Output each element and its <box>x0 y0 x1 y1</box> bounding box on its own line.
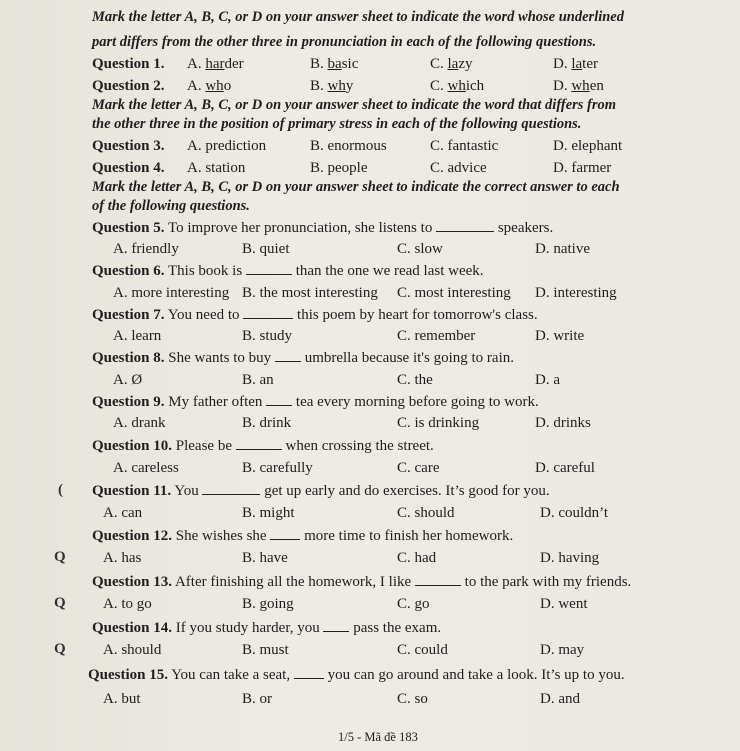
margin-mark: Q <box>54 549 66 565</box>
option-d: D. farmer <box>553 160 612 176</box>
question-label: Question 1. <box>92 56 165 72</box>
option-c: C. is drinking <box>397 415 480 431</box>
option-d: D. may <box>540 642 585 658</box>
option-d: D. drinks <box>535 415 591 431</box>
option-b: B. study <box>242 328 293 344</box>
margin-mark: ( <box>58 482 63 498</box>
option-a: A. can <box>103 505 143 521</box>
option-d: D. and <box>540 691 580 707</box>
option-d: D. later <box>553 56 598 72</box>
margin-mark: Q <box>54 641 66 657</box>
option-a: A. friendly <box>113 241 179 257</box>
option-b: B. drink <box>242 415 292 431</box>
option-c: C. fantastic <box>430 138 499 154</box>
option-b: B. why <box>310 78 354 94</box>
option-c: C. remember <box>397 328 476 344</box>
option-b: B. basic <box>310 56 359 72</box>
margin-mark: Q <box>54 595 66 611</box>
option-a: A. careless <box>113 460 179 476</box>
question-stem: Question 14. If you study harder, you pass the exam. <box>92 620 442 636</box>
question-stem: Question 12. She wishes she more time to finish her homework. <box>92 528 514 544</box>
option-c: C. the <box>397 372 433 388</box>
option-b: B. enormous <box>310 138 387 154</box>
question-stem: Question 15. You can take a seat, you can go around and take a look. It’s up to you. <box>88 667 625 683</box>
option-d: D. careful <box>535 460 595 476</box>
question-stem: Question 5. To improve her pronunciation, she listens to speakers. <box>92 220 554 236</box>
question-stem: Question 10. Please be when crossing the street. <box>92 438 434 454</box>
option-c: C. advice <box>430 160 487 176</box>
option-a: A. but <box>103 691 141 707</box>
instruction-line: the other three in the position of primary stress in each of the following questions. <box>92 116 582 132</box>
option-b: B. might <box>242 505 295 521</box>
question-stem: Question 8. She wants to buy umbrella because it's going to rain. <box>92 350 514 366</box>
instruction-line: Mark the letter A, B, C, or D on your answer sheet to indicate the word whose underlined <box>92 9 624 25</box>
option-c: C. most interesting <box>397 285 511 301</box>
option-a: A. more interesting <box>113 285 230 301</box>
option-d: D. interesting <box>535 285 617 301</box>
page-footer: 1/5 - Mã đề 183 <box>338 730 418 744</box>
option-d: D. having <box>540 550 600 566</box>
option-a: A. has <box>103 550 142 566</box>
option-d: D. couldn’t <box>540 505 609 521</box>
option-d: D. went <box>540 596 588 612</box>
question-stem: Question 13. After finishing all the homework, I like to the park with my friends. <box>92 574 632 590</box>
option-d: D. a <box>535 372 560 388</box>
option-b: B. going <box>242 596 294 612</box>
instruction-line: Mark the letter A, B, C, or D on your answer sheet to indicate the correct answer to each <box>92 179 620 195</box>
option-c: C. could <box>397 642 448 658</box>
option-c: C. slow <box>397 241 443 257</box>
option-a: A. prediction <box>187 138 267 154</box>
option-d: D. native <box>535 241 590 257</box>
option-d: D. elephant <box>553 138 623 154</box>
question-label: Question 2. <box>92 78 165 94</box>
question-stem: Question 11. You get up early and do exercises. It’s good for you. <box>92 483 550 499</box>
option-b: B. quiet <box>242 241 290 257</box>
question-stem: Question 6. This book is than the one we read last week. <box>92 263 484 279</box>
instruction-line: Mark the letter A, B, C, or D on your answer sheet to indicate the word that differs from <box>92 97 617 113</box>
option-a: A. harder <box>187 56 244 72</box>
option-c: C. had <box>397 550 437 566</box>
option-d: D. write <box>535 328 585 344</box>
option-a: A. should <box>103 642 162 658</box>
option-c: C. so <box>397 691 428 707</box>
option-b: B. an <box>242 372 274 388</box>
option-b: B. must <box>242 642 289 658</box>
option-a: A. who <box>187 78 232 94</box>
option-c: C. go <box>397 596 430 612</box>
instruction-line: part differs from the other three in pronunciation in each of the following questions. <box>92 34 597 50</box>
option-c: C. which <box>430 78 485 94</box>
option-b: B. the most interesting <box>242 285 378 301</box>
option-c: C. care <box>397 460 440 476</box>
option-b: B. carefully <box>242 460 313 476</box>
option-a: A. Ø <box>113 372 143 388</box>
option-b: B. people <box>310 160 368 176</box>
option-c: C. should <box>397 505 455 521</box>
question-stem: Question 7. You need to this poem by heart for tomorrow's class. <box>92 307 538 323</box>
option-d: D. when <box>553 78 604 94</box>
option-a: A. learn <box>113 328 162 344</box>
option-b: B. have <box>242 550 288 566</box>
option-c: C. lazy <box>430 56 473 72</box>
option-a: A. drank <box>113 415 166 431</box>
option-a: A. station <box>187 160 246 176</box>
question-stem: Question 9. My father often tea every morning before going to work. <box>92 394 539 410</box>
question-label: Question 4. <box>92 160 165 176</box>
option-b: B. or <box>242 691 272 707</box>
option-a: A. to go <box>103 596 152 612</box>
instruction-line: of the following questions. <box>92 198 250 214</box>
question-label: Question 3. <box>92 138 165 154</box>
